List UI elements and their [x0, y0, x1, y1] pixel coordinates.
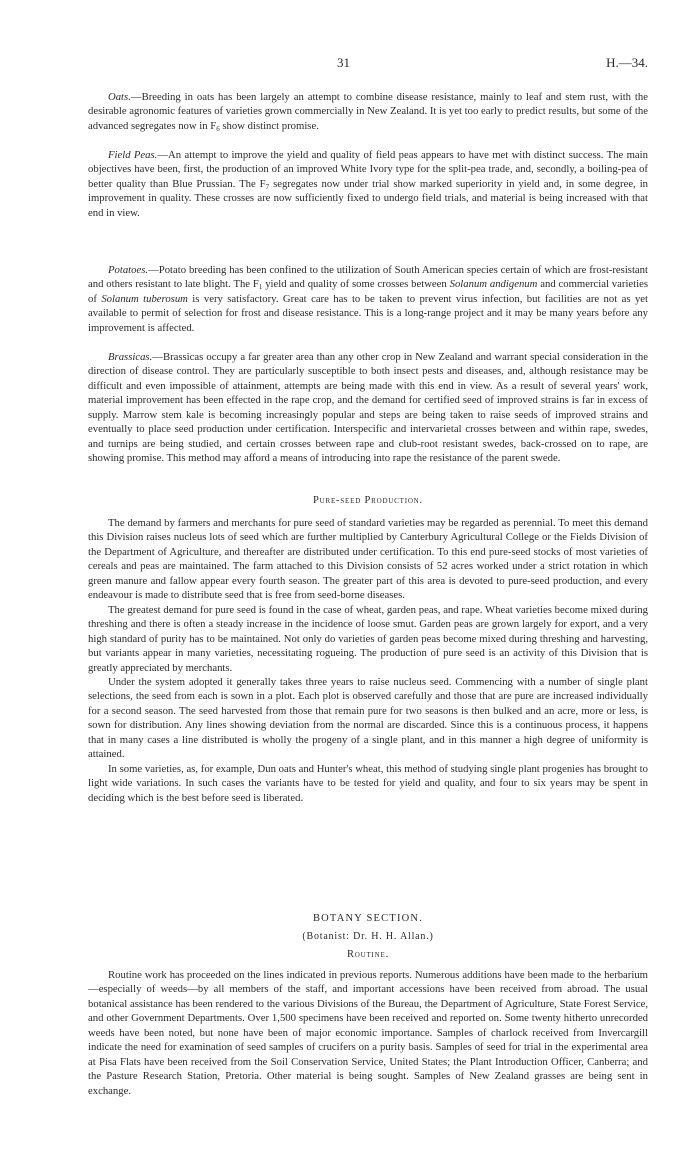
potatoes-section: [88, 263, 648, 335]
field-peas-lead: Field Peas.: [108, 149, 158, 161]
page-reference: H.—34.: [606, 55, 648, 70]
field-peas-subscript: 7: [265, 182, 270, 191]
routine-paragraph: Routine work has proceeded on the lines indicated in previous reports. Numerous additions have been made to the herbarium—especially of weeds—by all members of the staff, and important accessions have been received from abroad. The usual botanical assistance has been rendered to the various Divisions of the Bureau, the Department of Agriculture, State Forest Service, and other Government Departments. Over 1,500 specimens have been received and reported on. Some twenty hitherto unrecorded weeds have been noted, but none have been of major economic importance. Samples of charlock received from Invercargill indicate the need for examination of seed samples of crucifers on a purity basis. Samples of seed for trial in the experimental area at Pisa Flats have been received from the Soil Conservation Service, United States; the Plant Introduction Officer, Canberra; and the Pasture Research Station, Pretoria. Other material is being sought. Samples of New Zealand grasses are being sent in exchange.: [88, 969, 648, 1097]
field-peas-section: [88, 148, 648, 220]
oats-section: [88, 90, 648, 133]
oats-text: —Breeding in oats has been largely an attempt to combine disease resistance, mainly to leaf and stem rust, with the desirable agronomic features of varieties grown commercially in New Zealand. It is yet too early to predict results, but some of the advanced segregates now in F: [88, 91, 648, 132]
botany-heading: BOTANY SECTION.: [312, 913, 424, 924]
potatoes-text-1: —Potato breeding has been confined to the utilization of South American species certain of which are frost-resistant and others resistant to late blight. The F: [88, 264, 648, 291]
potatoes-species-2: Solanum tuberosum: [101, 292, 188, 305]
botany-section: [88, 968, 648, 1098]
page-number: 31: [337, 55, 350, 70]
botanist-line: (Botanist: Dr. H. H. Allan.): [302, 931, 434, 942]
potatoes-text-2: yield and quality of some crosses between: [262, 278, 450, 291]
field-peas-text: —An attempt to improve the yield and quality of field peas appears to have met with distinct success. The main objectives have been, first, the production of an improved White Ivory type for the split-pea trade, and, secondly, a boiling-pea of better quality than Blue Prussian. The F: [88, 149, 648, 190]
routine-subheading: Routine.: [346, 949, 390, 960]
potatoes-subscript: 1: [258, 283, 263, 292]
potatoes-paragraph: [88, 263, 648, 335]
field-peas-tail: segregates now under trial show marked superiority in yield and, in some degree, in improvement in quality. These crosses are now sufficiently fixed to undergo field trials, and material is being increased with that end in view.: [88, 177, 649, 219]
oats-subscript: 6: [216, 124, 220, 133]
brassicas-section: [88, 350, 648, 466]
oats-paragraph: [88, 90, 648, 133]
brassicas-lead: Brassicas.: [108, 351, 153, 363]
brassicas-paragraph: [88, 350, 648, 466]
potatoes-text-4: is very satisfactory. Great care has to be taken to prevent virus infection, but facilities are not as yet available to permit of selection for frost and disease resistance. This is a long-range project and it may be many years before any improvement is affected.: [88, 292, 649, 334]
pure-seed-heading: Pure-seed Production.: [313, 495, 423, 506]
potatoes-text-3: and commercial varieties of: [88, 278, 649, 305]
potatoes-lead: Potatoes.: [108, 264, 149, 276]
pure-seed-section: [88, 516, 648, 805]
oats-lead: Oats.: [108, 91, 131, 103]
pure-seed-paragraph-3: Under the system adopted it generally takes three years to raise nucleus seed. Commencing with a number of single plant selections, the seed from each is sown in a plot. Each plot is observed carefully and those that are pure are increased individually for a second season. The seed harvested from those that remain pure for two seasons is then bulked and an acre, more or less, is sown for distribution. Any lines showing deviation from the normal are discarded. Since this is a continuous process, it happens that in many cases a line distributed is wholly the progeny of a single plant, and in this manner a high degree of uniformity is attained.: [88, 675, 648, 761]
pure-seed-paragraph-2: The greatest demand for pure seed is found in the case of wheat, garden peas, and rape. Wheat varieties become mixed during threshing and there is often a steady increase in the incidence of loose smut. Garden peas are grown largely for export, and a very high standard of purity has to be maintained. Not only do varieties of garden peas become mixed during threshing and harvesting, but variants appear in many varieties, necessitating rogueing. The production of pure seed is an activity of this Division that is greatly appreciated by merchants.: [88, 603, 648, 674]
pure-seed-paragraph-4: In some varieties, as, for example, Dun oats and Hunter's wheat, this method of studying single plant progenies has brought to light wide variations. In such cases the variants have to be tested for yield and quality, and four to six years may be spent in deciding which is the best before seed is liberated.: [88, 762, 648, 804]
field-peas-paragraph: [88, 148, 648, 220]
brassicas-text: —Brassicas occupy a far greater area than any other crop in New Zealand and warrant special consideration in the direction of disease control. They are particularly susceptible to both insect pests and diseases, and, although resistance may be difficult and even impossible of attainment, attempts are being made with this end in view. As a result of several years' work, material improvement has been effected in the rape crop, and the demand for certified seed of improved strains is far in excess of supply. Marrow stem kale is becoming increasingly popular and steps are being taken to raise seeds of improved strains and eventually to place seed production under certification. Interspecific and intervarietal crosses between and within rape, swedes, and turnips are being studied, and certain crosses between rape and club-root resistant swedes, back-crossed on to rape, are showing promise. This method may afford a means of introducing into rape the resistance of the parent swede.: [88, 351, 648, 465]
oats-tail: show distinct promise.: [219, 119, 319, 132]
potatoes-species-1: Solanum andigenum: [449, 278, 538, 291]
pure-seed-paragraph-1: The demand by farmers and merchants for pure seed of standard varieties may be regarded as perennial. To meet this demand this Division raises nucleus lots of seed which are further multiplied by Canterbury Agricultural College or the Fields Division of the Department of Agriculture, and thereafter are distributed under certification. To this end pure-seed stocks of most varieties of cereals and peas are maintained. The farm attached to this Division consists of 52 acres worked under a strict rotation in which green manure and fallow appear every fourth season. The greater part of this area is devoted to pure-seed production, and every endeavour is made to distribute seed that is free from seed-borne diseases.: [88, 517, 648, 602]
